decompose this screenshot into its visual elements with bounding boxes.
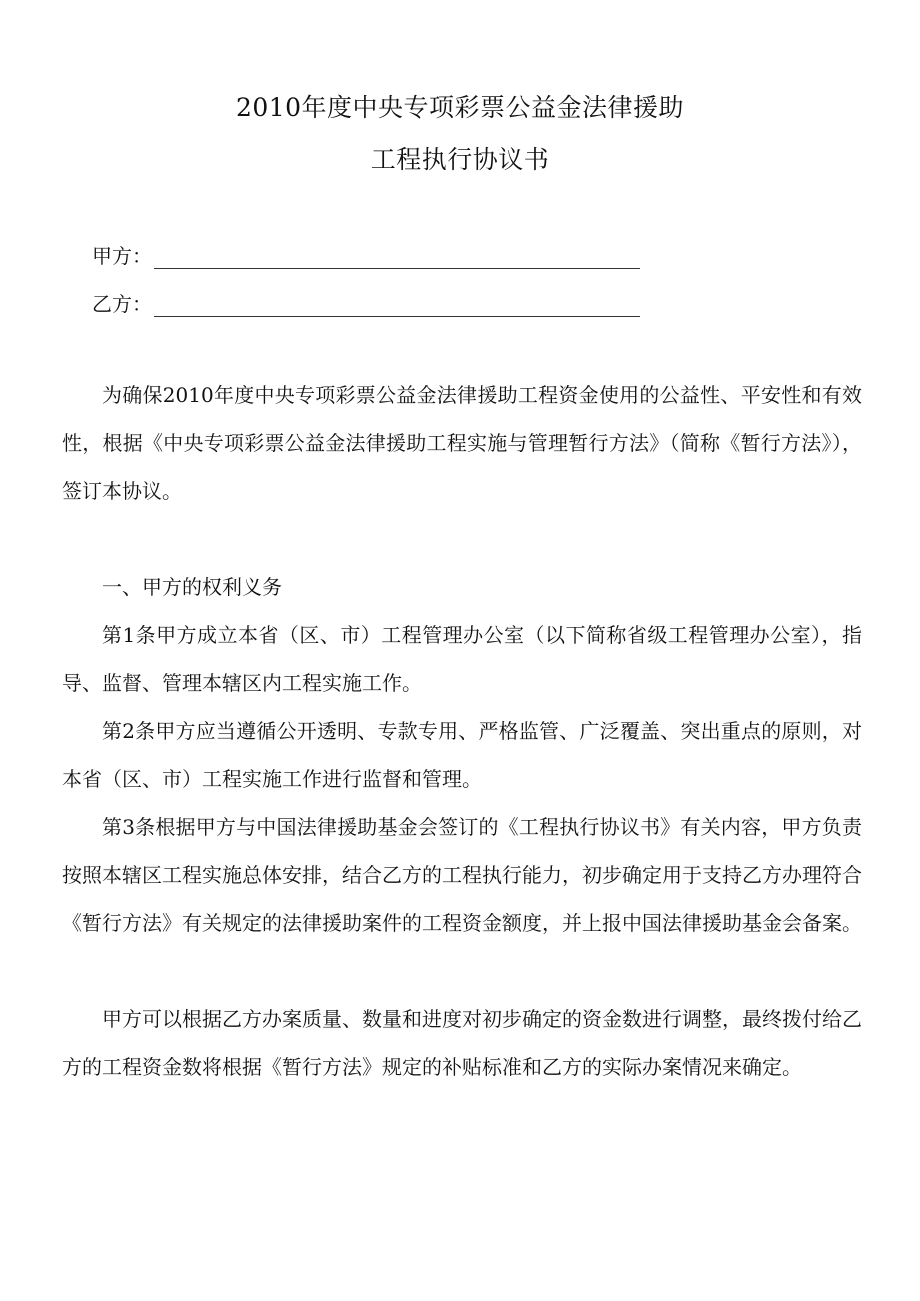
document-title-line1: 2010年度中央专项彩票公益金法律援助 <box>235 93 685 122</box>
document-title-line2: 工程执行协议书 <box>370 145 550 174</box>
section-heading: 一、甲方的权利义务 <box>102 575 282 599</box>
party-a-row <box>92 240 640 269</box>
article-3-continuation-paragraph: 甲方可以根据乙方办案质量、数量和进度对初步确定的资金数进行调整，最终拨付给乙方的工程资金数将根据《暂行方法》规定的补贴标准和乙方的实际办案情况来确定。 <box>62 1007 862 1079</box>
party-a-blank-line <box>154 250 640 269</box>
article-3-paragraph: 第3条根据甲方与中国法律援助基金会签订的《工程执行协议书》有关内容，甲方负责按照本辖区工程实施总体安排，结合乙方的工程执行能力，初步确定用于支持乙方办理符合《暂行方法》有关规定的法律援助案件的工程资金额度，并上报中国法律援助基金会备案。 <box>62 815 862 935</box>
party-b-row <box>92 288 640 317</box>
party-a-label: 甲方： <box>92 244 152 268</box>
party-b-blank-line <box>154 298 640 317</box>
article-1-paragraph: 第1条甲方成立本省（区、市）工程管理办公室（以下简称省级工程管理办公室），指导、监督、管理本辖区内工程实施工作。 <box>62 623 862 695</box>
intro-paragraph: 为确保2010年度中央专项彩票公益金法律援助工程资金使用的公益性、平安性和有效性，根据《中央专项彩票公益金法律援助工程实施与管理暂行方法》（简称《暂行方法》），签订本协议。 <box>62 383 862 503</box>
party-b-label: 乙方： <box>92 292 152 316</box>
article-2-paragraph: 第2条甲方应当遵循公开透明、专款专用、严格监管、广泛覆盖、突出重点的原则，对本省（区、市）工程实施工作进行监督和管理。 <box>62 719 862 791</box>
